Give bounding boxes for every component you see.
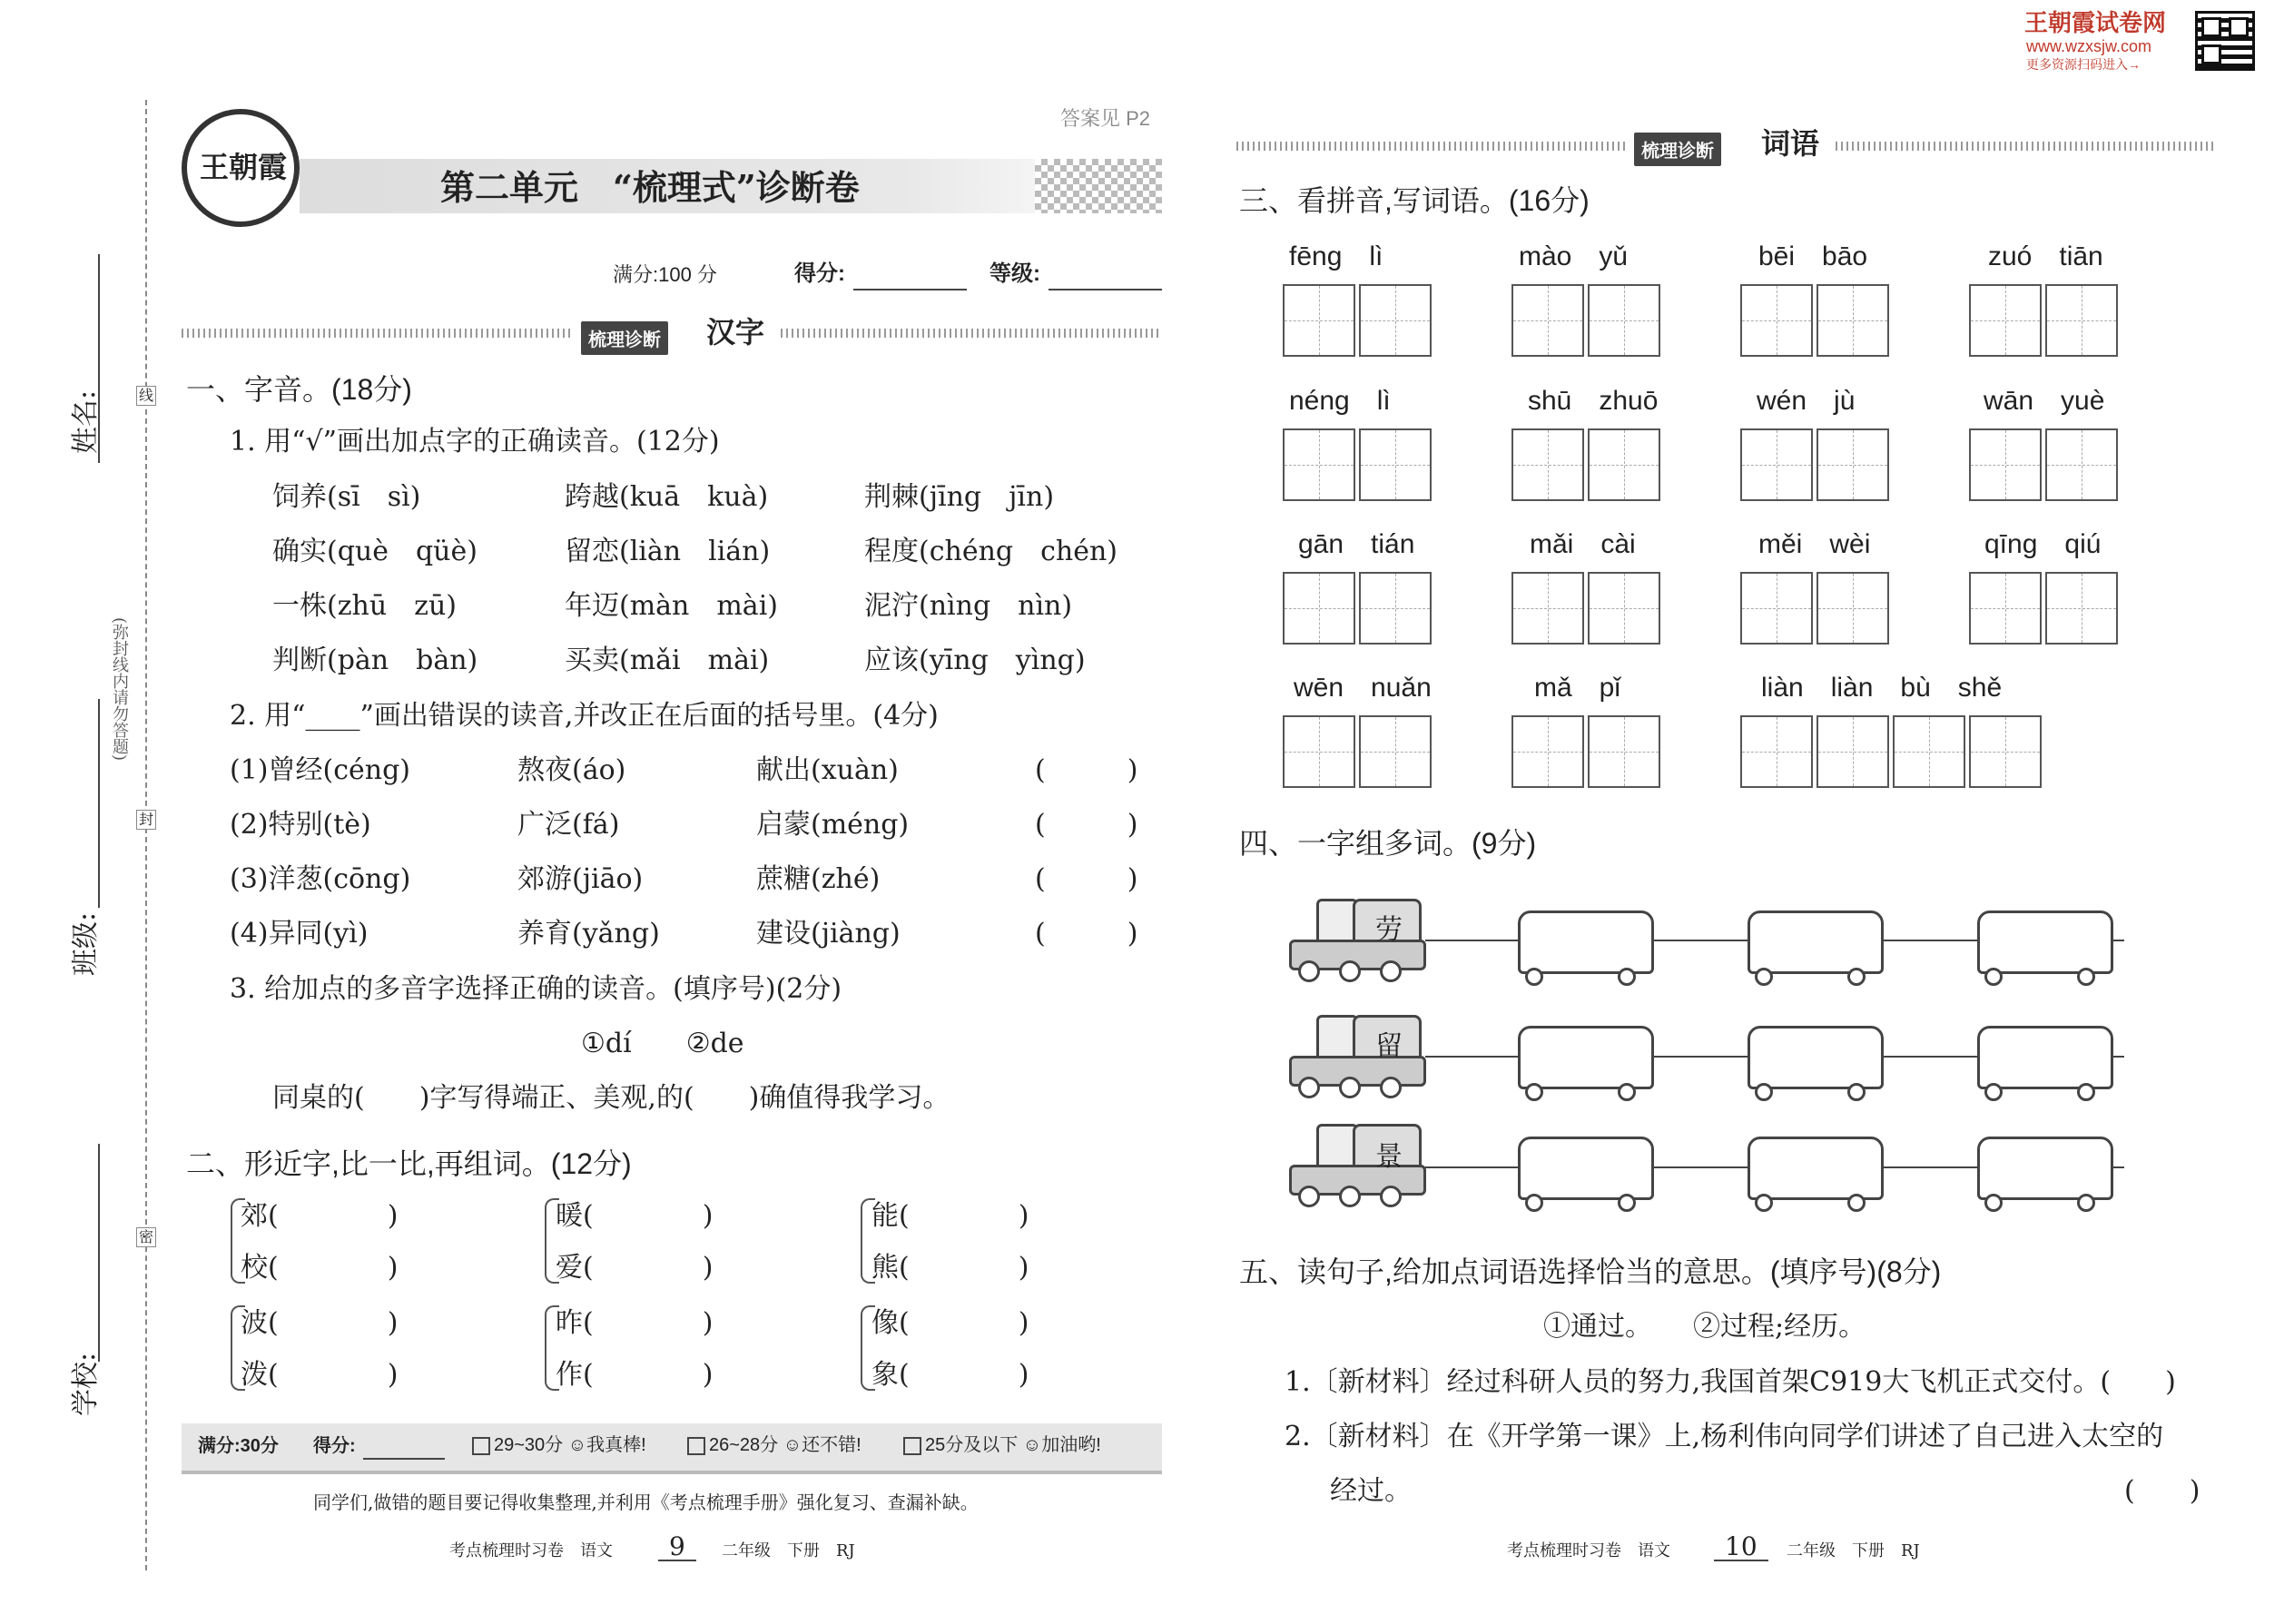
q2-word[interactable]: 昨( ) xyxy=(556,1307,714,1339)
class-field[interactable] xyxy=(98,699,100,908)
wheel xyxy=(1525,968,1543,986)
q1-item: 程度(chéng chén) xyxy=(864,536,1118,567)
writing-cell[interactable] xyxy=(1511,284,1584,357)
wheel xyxy=(1525,1194,1543,1212)
q1-item2: 蔗糖(zhé) xyxy=(756,863,881,895)
footer-grade-left: 二年级 下册 RJ xyxy=(722,1541,855,1560)
footer-book-right: 考点梳理时习卷 语文 xyxy=(1507,1541,1670,1560)
q1-item: 荆棘(jīng jīn) xyxy=(864,481,1055,513)
q2-word[interactable]: 熊( ) xyxy=(871,1252,1029,1284)
school-label: 学校: xyxy=(70,1352,102,1416)
writing-cell[interactable] xyxy=(1588,284,1660,357)
q5-answer-slot[interactable]: ( ) xyxy=(2124,1475,2200,1507)
wheel xyxy=(2077,968,2095,986)
logo-badge xyxy=(182,109,300,227)
q3-pinyin: fēng lì xyxy=(1289,241,1383,271)
q3-heading: 三、看拼音,写词语。(16分) xyxy=(1239,184,1590,217)
q4-heading: 四、一字组多词。(9分) xyxy=(1239,827,1537,860)
word-cart[interactable] xyxy=(1518,910,1654,974)
q3-pinyin: bēi bāo xyxy=(1758,241,1868,271)
footer-page-right: 10 xyxy=(1714,1534,1768,1561)
section-title-left: 汉字 xyxy=(706,315,765,349)
score-field[interactable] xyxy=(853,289,967,290)
train-char: 景 xyxy=(1375,1141,1403,1173)
qr-code-icon[interactable] xyxy=(2195,11,2255,71)
writing-cell[interactable] xyxy=(1359,715,1432,788)
score-label: 得分: xyxy=(794,261,845,286)
score-full: 满分:100 分 xyxy=(613,263,717,286)
section-divider-right-b xyxy=(1836,142,2217,151)
q1-item2: 郊游(jiāo) xyxy=(517,863,644,895)
q3-pinyin: mǎi cài xyxy=(1530,529,1636,559)
writing-cell[interactable] xyxy=(1359,572,1432,645)
scorebar-opt3-range: 25分及以下 xyxy=(925,1435,1019,1455)
q1-answer-slot[interactable]: ( ) xyxy=(1035,754,1138,786)
q1-item: 跨越(kuā kuà) xyxy=(565,481,769,513)
wheel xyxy=(1618,1194,1636,1212)
q1-item: 年迈(màn mài) xyxy=(565,590,778,622)
q3-pinyin: wén jù xyxy=(1757,386,1856,416)
scorebar-opt1-text: 我真棒! xyxy=(586,1435,646,1455)
site-url[interactable]: www.wzxsjw.com xyxy=(2026,37,2152,55)
word-cart[interactable] xyxy=(1518,1137,1654,1200)
scorebar-opt2-text: 还不错! xyxy=(802,1435,861,1455)
seal-note: (弥封线内请勿答题) xyxy=(110,617,129,762)
writing-cell[interactable] xyxy=(1816,715,1889,788)
q2-word[interactable]: 爱( ) xyxy=(556,1252,714,1284)
wheel xyxy=(1847,1083,1866,1101)
q1-options3: ①dí ②de xyxy=(581,1028,744,1059)
q1-sub2: 2. 用“____”画出错误的读音,并改正在后面的括号里。(4分) xyxy=(230,700,939,732)
q1-item2: 广泛(fá) xyxy=(517,809,620,841)
q3-pinyin: liàn liàn bù shě xyxy=(1761,673,2003,703)
q1-item: 判断(pàn bàn) xyxy=(272,645,478,676)
q5-sentence-2: 2.〔新材料〕在《开学第一课》上,杨利伟向同学们讲述了自己进入太空的 xyxy=(1285,1421,2164,1452)
q1-item2: (4)异同(yì) xyxy=(230,918,369,950)
q3-pinyin: zuó tiān xyxy=(1988,241,2103,271)
section-tag-right: 梳理诊断 xyxy=(1634,133,1721,166)
wheel xyxy=(1847,1194,1866,1212)
q1-item: 一株(zhū zū) xyxy=(272,590,457,622)
footer-grade-right: 二年级 下册 RJ xyxy=(1787,1541,1920,1560)
seal-mark-line: 线 xyxy=(136,386,156,406)
q1-answer-slot[interactable]: ( ) xyxy=(1035,809,1138,841)
page-title: 第二单元 “梳理式”诊断卷 xyxy=(440,167,860,208)
q5-sentence-1[interactable]: 1.〔新材料〕经过科研人员的努力,我国首架C919大飞机正式交付。( ) xyxy=(1285,1366,2176,1398)
writing-cell[interactable] xyxy=(1816,572,1889,645)
checkbox-icon[interactable] xyxy=(687,1437,705,1455)
train-char: 劳 xyxy=(1375,914,1403,946)
word-cart[interactable] xyxy=(1748,1026,1884,1089)
wheel xyxy=(1984,1083,2003,1101)
q2-word[interactable]: 暖( ) xyxy=(556,1200,714,1232)
scorebar-opt3[interactable]: 25分及以下 ☺加油哟! xyxy=(903,1436,1101,1455)
locomotive-icon xyxy=(1289,899,1425,980)
writing-cell[interactable] xyxy=(1283,715,1355,788)
writing-cell[interactable] xyxy=(1359,428,1432,501)
writing-cell[interactable] xyxy=(1816,284,1889,357)
footer-page-left: 9 xyxy=(658,1534,696,1561)
q2-word[interactable]: 波( ) xyxy=(241,1307,399,1339)
q1-answer-slot[interactable]: ( ) xyxy=(1035,918,1138,950)
writing-cell[interactable] xyxy=(2045,428,2118,501)
q1-sub1: 1. 用“√”画出加点字的正确读音。(12分) xyxy=(230,426,720,458)
scorebar-opt2-range: 26~28分 xyxy=(709,1435,779,1455)
q1-item: 泥泞(nìng nìn) xyxy=(864,590,1073,622)
q1-item: 买卖(mǎi mài) xyxy=(565,645,770,676)
writing-cell[interactable] xyxy=(1588,715,1660,788)
q1-answer-slot[interactable]: ( ) xyxy=(1035,863,1138,895)
word-cart[interactable] xyxy=(1977,1026,2113,1089)
writing-cell[interactable] xyxy=(1969,572,2042,645)
writing-cell[interactable] xyxy=(1511,428,1584,501)
q1-item2: 启蒙(méng) xyxy=(756,809,910,841)
section-divider-left-a xyxy=(182,329,572,338)
q3-pinyin: wēn nuǎn xyxy=(1294,673,1432,703)
writing-cell[interactable] xyxy=(1969,715,2042,788)
writing-cell[interactable] xyxy=(1511,572,1584,645)
writing-cell[interactable] xyxy=(1283,428,1355,501)
class-label: 班级: xyxy=(70,911,102,976)
q3-pinyin: wān yuè xyxy=(1984,386,2105,416)
q2-word[interactable]: 泼( ) xyxy=(241,1359,399,1391)
site-sub: 更多资源扫码进入→ xyxy=(2026,57,2141,72)
wheel xyxy=(1755,1083,1773,1101)
writing-cell[interactable] xyxy=(1740,715,1813,788)
word-cart[interactable] xyxy=(1977,910,2113,974)
scorebar-full: 满分:30分 xyxy=(198,1436,279,1456)
writing-cell[interactable] xyxy=(1359,284,1432,357)
q2-word[interactable]: 象( ) xyxy=(871,1359,1029,1391)
scorebar-opt1[interactable]: 29~30分 ☺我真棒! xyxy=(472,1436,646,1455)
grade-field[interactable] xyxy=(1049,289,1162,290)
writing-cell[interactable] xyxy=(1969,428,2042,501)
q1-item: 应该(yīng yìng) xyxy=(864,645,1086,676)
q1-item: 饲养(sī sì) xyxy=(272,481,421,513)
q3-pinyin: shū zhuō xyxy=(1528,386,1659,416)
section-divider-right-a xyxy=(1236,142,1627,151)
q3-pinyin: gān tián xyxy=(1298,529,1415,559)
word-cart[interactable] xyxy=(1748,1137,1884,1200)
q2-word[interactable]: 能( ) xyxy=(871,1200,1029,1232)
writing-cell[interactable] xyxy=(1511,715,1584,788)
q1-item2: 熬夜(áo) xyxy=(517,754,626,786)
writing-cell[interactable] xyxy=(1893,715,1965,788)
writing-cell[interactable] xyxy=(1283,572,1355,645)
scorebar-score: 得分: xyxy=(313,1436,356,1456)
q3-pinyin: mào yǔ xyxy=(1519,241,1629,271)
q1-sub3: 3. 给加点的多音字选择正确的读音。(填序号)(2分) xyxy=(230,973,842,1005)
section-tag-left: 梳理诊断 xyxy=(581,321,668,355)
q1-sentence3[interactable]: 同桌的( )字写得端正、美观,的( )确值得我学习。 xyxy=(272,1082,950,1114)
grade-label: 等级: xyxy=(989,261,1040,286)
q3-pinyin: néng lì xyxy=(1289,386,1391,416)
writing-cell[interactable] xyxy=(2045,284,2118,357)
q2-word[interactable]: 校( ) xyxy=(241,1252,399,1284)
section-divider-left-b xyxy=(781,329,1162,338)
q1-heading: 一、字音。(18分) xyxy=(186,373,412,406)
section-title-right: 词语 xyxy=(1761,126,1820,161)
writing-cell[interactable] xyxy=(1740,572,1813,645)
wheel xyxy=(2077,1083,2095,1101)
logo-text: 王朝霞 xyxy=(200,150,288,184)
q1-item2: 建设(jiàng) xyxy=(756,918,901,950)
q1-item: 确实(què qüè) xyxy=(272,536,478,567)
wheel xyxy=(1618,968,1636,986)
q1-item2: (3)洋葱(cōng) xyxy=(230,863,411,895)
q2-word[interactable]: 郊( ) xyxy=(241,1200,399,1232)
q2-heading: 二、形近字,比一比,再组词。(12分) xyxy=(186,1147,632,1180)
q1-item2: 养育(yǎng) xyxy=(517,918,660,950)
seal-mark-secret: 密 xyxy=(136,1227,156,1247)
wheel xyxy=(1755,1194,1773,1212)
name-field[interactable] xyxy=(98,254,100,463)
scorebar-opt2[interactable]: 26~28分 ☺还不错! xyxy=(687,1436,861,1455)
wheel xyxy=(1618,1083,1636,1101)
writing-cell[interactable] xyxy=(1740,284,1813,357)
writing-cell[interactable] xyxy=(1588,572,1660,645)
wheel xyxy=(2077,1194,2095,1212)
writing-cell[interactable] xyxy=(1588,428,1660,501)
binding-line xyxy=(145,100,147,1570)
checkbox-icon[interactable] xyxy=(903,1437,921,1455)
checker-pattern xyxy=(1035,159,1162,213)
school-field[interactable] xyxy=(98,1144,100,1362)
q1-item2: 献出(xuàn) xyxy=(756,754,899,786)
q1-item2: (2)特别(tè) xyxy=(230,809,371,841)
q5-heading: 五、读句子,给加点词语选择恰当的意思。(填序号)(8分) xyxy=(1239,1255,1942,1288)
writing-cell[interactable] xyxy=(1969,284,2042,357)
scorebar-score-field[interactable] xyxy=(363,1458,445,1460)
q1-item: 留恋(liàn lián) xyxy=(565,536,771,567)
seal-mark-seal: 封 xyxy=(136,810,156,830)
q2-word[interactable]: 像( ) xyxy=(871,1307,1029,1339)
writing-cell[interactable] xyxy=(1816,428,1889,501)
train-char: 留 xyxy=(1375,1030,1403,1062)
wheel xyxy=(1984,968,2003,986)
q3-pinyin: qīng qiú xyxy=(1984,529,2102,559)
wheel xyxy=(1755,968,1773,986)
checkbox-icon[interactable] xyxy=(472,1437,490,1455)
locomotive-icon xyxy=(1289,1124,1425,1206)
scorebar-opt3-text: 加油哟! xyxy=(1041,1435,1101,1455)
answer-ref: 答案见 P2 xyxy=(1060,107,1151,130)
site-name: 王朝霞试卷网 xyxy=(2024,9,2167,36)
wheel xyxy=(1984,1194,2003,1212)
q1-item2: (1)曾经(céng) xyxy=(230,754,410,786)
wheel xyxy=(1847,968,1866,986)
writing-cell[interactable] xyxy=(1283,284,1355,357)
word-cart[interactable] xyxy=(1518,1026,1654,1089)
wheel xyxy=(1525,1083,1543,1101)
q3-pinyin: měi wèi xyxy=(1758,529,1871,559)
locomotive-icon xyxy=(1289,1015,1425,1097)
footer-book-left: 考点梳理时习卷 语文 xyxy=(449,1541,613,1560)
word-cart[interactable] xyxy=(1977,1137,2113,1200)
q2-word[interactable]: 作( ) xyxy=(556,1359,714,1391)
writing-cell[interactable] xyxy=(2045,572,2118,645)
q3-pinyin: mǎ pǐ xyxy=(1534,673,1621,703)
q5-options: ①通过。 ②过程;经历。 xyxy=(1543,1311,1866,1343)
writing-cell[interactable] xyxy=(1740,428,1813,501)
word-cart[interactable] xyxy=(1748,910,1884,974)
q5-sentence-2-end: 经过。 xyxy=(1330,1475,1412,1507)
name-label: 姓名: xyxy=(70,389,102,454)
tip-text: 同学们,做错的题目要记得收集整理,并利用《考点梳理手册》强化复习、查漏补缺。 xyxy=(313,1491,979,1513)
scorebar-opt1-range: 29~30分 xyxy=(494,1435,564,1455)
